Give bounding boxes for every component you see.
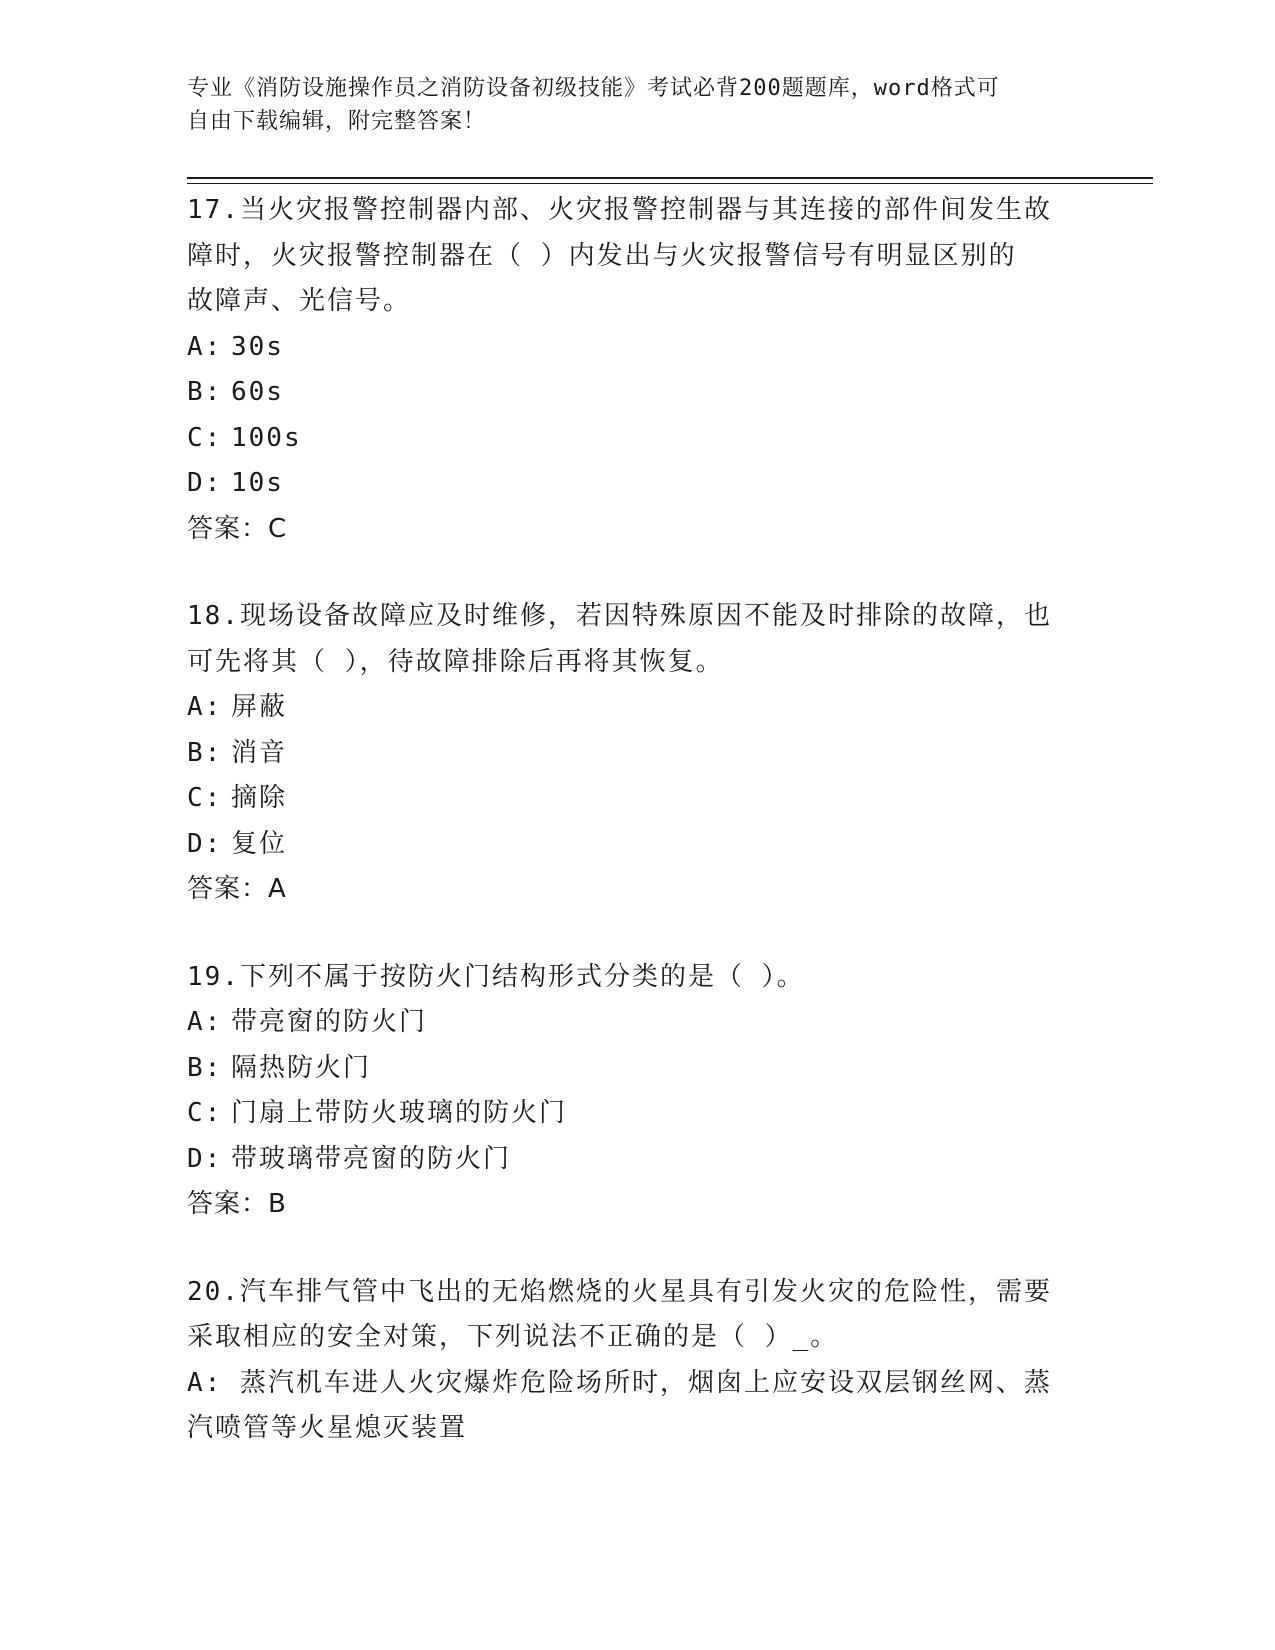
question-stem-line: 采取相应的安全对策，下列说法不正确的是（ ）_。 [187,1322,839,1352]
option-d [187,822,1077,868]
answer-line: 答案：C [187,513,288,544]
question-stem-line: 故障声、光信号。 [187,286,412,316]
option-b [187,370,1077,416]
question-17 [187,188,1077,552]
question-stem-line: 可先将其（ ），待故障排除后再将其恢复。 [187,646,724,677]
option-b [187,1046,1077,1092]
option-text: 10s [231,468,284,498]
option-text: 60s [231,377,284,407]
option-letter: A: [187,692,223,722]
option-letter: A: [187,331,223,362]
question-20 [187,1270,1077,1452]
option-a [187,325,1077,371]
option-a [187,685,1077,731]
option-text: 30s [231,331,284,362]
option-b [187,731,1077,777]
option-text: 蒸汽机车进人火灾爆炸危险场所时，烟囱上应安设双层钢丝网、蒸 [239,1367,1052,1398]
option-c [187,1091,1077,1137]
option-a [187,1361,1077,1407]
question-stem-line: 18.现场设备故障应及时维修，若因特殊原因不能及时排除的故障，也 [187,601,1052,631]
header-line-1: 专业《消防设施操作员之消防设备初级技能》考试必背200题题库，word格式可 [187,76,1000,101]
question-stem-line: 20.汽车排气管中飞出的无焰燃烧的火星具有引发火灾的危险性，需要 [187,1276,1052,1307]
option-text: 屏蔽 [231,692,288,722]
option-d [187,461,1077,507]
option-c [187,416,1077,462]
option-letter: D: [187,828,223,859]
answer-line: 答案：B [187,1189,287,1219]
question-18 [187,594,1077,913]
option-d [187,1137,1077,1183]
option-text: 隔热防火门 [231,1052,372,1083]
answer-line: 答案：A [187,874,287,904]
option-c [187,776,1077,822]
header-divider-thick [187,177,1153,179]
question-stem-line: 障时，火灾报警控制器在（ ）内发出与火灾报警信号有明显区别的 [187,240,1017,271]
option-letter: D: [187,1143,223,1174]
option-letter: B: [187,377,223,407]
option-text: 带玻璃带亮窗的防火门 [231,1143,512,1174]
option-a-continuation: 汽喷管等火星熄灭装置 [187,1413,468,1443]
option-letter: C: [187,422,223,453]
option-letter: D: [187,468,223,498]
question-19 [187,955,1077,1228]
option-text: 门扇上带防火玻璃的防火门 [231,1098,568,1128]
header-line-2: 自由下载编辑，附完整答案！ [187,109,487,134]
option-text: 摘除 [231,783,288,813]
option-letter: A: [187,1007,223,1037]
option-letter: A: [187,1367,223,1398]
option-letter: B: [187,1052,223,1083]
option-text: 消音 [231,737,288,768]
option-letter: B: [187,737,223,768]
question-stem-line: 19.下列不属于按防火门结构形式分类的是（ ）。 [187,961,805,992]
option-letter: C: [187,783,223,813]
option-a [187,1000,1077,1046]
option-letter: C: [187,1098,223,1128]
option-text: 带亮窗的防火门 [231,1007,428,1037]
question-list [187,188,1077,1494]
document-header [187,72,1067,138]
question-stem-line: 17.当火灾报警控制器内部、火灾报警控制器与其连接的部件间发生故 [187,195,1052,225]
option-text: 复位 [231,828,288,859]
header-divider-thin [187,183,1153,184]
option-text: 100s [231,422,302,453]
